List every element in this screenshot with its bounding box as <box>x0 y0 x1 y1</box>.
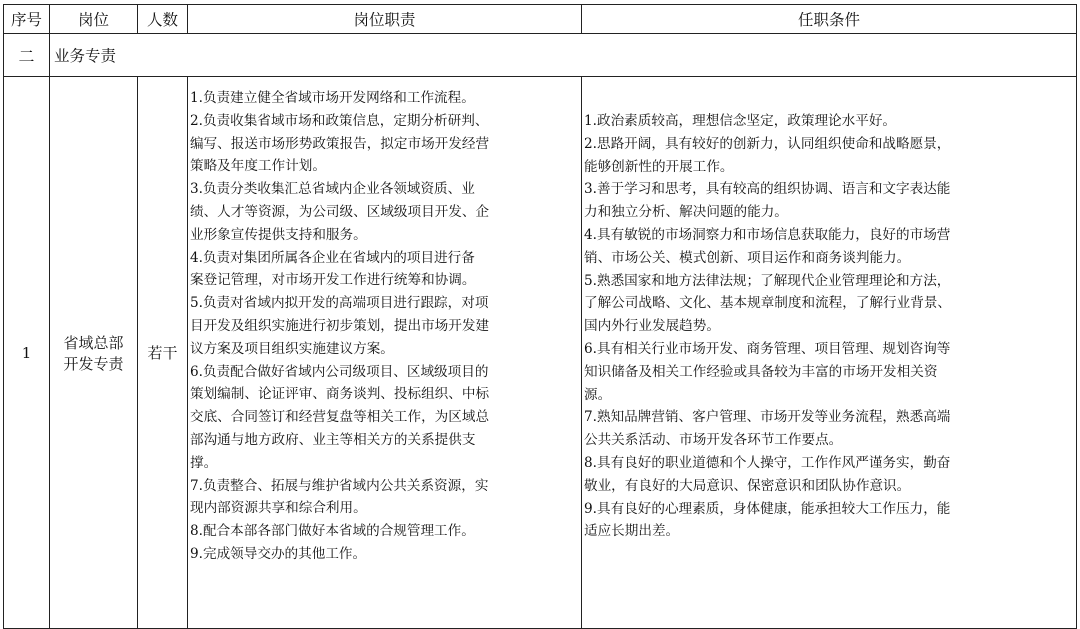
requirement-line: 源。 <box>584 386 612 403</box>
count-cell: 若干 <box>138 77 188 629</box>
duty-line: 4.负责对集团所属各企业在省域内的项目进行备 <box>190 249 475 266</box>
header-duties: 岗位职责 <box>188 5 582 34</box>
duty-line: 3.负责分类收集汇总省域内企业各领域资质、业 <box>190 181 475 198</box>
position-line: 省域总部 <box>63 333 124 352</box>
header-requirements: 任职条件 <box>582 5 1077 34</box>
header-count: 人数 <box>138 5 188 34</box>
duty-line: 议方案及项目组织实施建议方案。 <box>190 340 394 357</box>
duty-line: 现内部资源共享和综合利用。 <box>190 500 367 517</box>
requirement-line: 2.思路开阔，具有较好的创新力，认同组织使命和战略愿景， <box>584 135 951 152</box>
duty-line: 业形象宣传提供支持和服务。 <box>190 226 367 243</box>
requirement-line: 6.具有相关行业市场开发、商务管理、项目管理、规划咨询等 <box>584 340 951 357</box>
duty-line: 5.负责对省域内拟开发的高端项目进行跟踪，对项 <box>190 295 489 312</box>
section-number: 二 <box>4 34 50 77</box>
duty-line: 6.负责配合做好省域内公司级项目、区域级项目的 <box>190 363 489 380</box>
duty-line: 绩、人才等资源，为公司级、区域级项目开发、企 <box>190 203 490 220</box>
requirement-line: 能够创新性的开展工作。 <box>584 158 734 175</box>
requirement-line: 销、市场公关、模式创新、项目运作和商务谈判能力。 <box>584 249 911 266</box>
requirement-line: 敬业，有良好的大局意识、保密意识和团队协作意识。 <box>584 477 911 494</box>
section-row <box>4 34 1077 77</box>
requirement-line: 适应长期出差。 <box>584 523 680 540</box>
duty-line: 目开发及组织实施进行初步策划，提出市场开发建 <box>190 317 490 334</box>
duty-line: 策划编制、论证评审、商务谈判、投标组织、中标 <box>190 386 490 403</box>
duty-line: 1.负责建立健全省域市场开发网络和工作流程。 <box>190 90 475 106</box>
requirement-line: 国内外行业发展趋势。 <box>584 318 720 335</box>
requirement-line: 5.熟悉国家和地方法律法规；了解现代企业管理理论和方法， <box>584 272 951 289</box>
duty-line: 部沟通与地方政府、业主等相关方的关系提供支 <box>190 431 476 448</box>
requirement-line: 8.具有良好的职业道德和个人操守，工作作风严谨务实，勤奋 <box>584 454 951 471</box>
requirement-line: 公共关系活动、市场开发各环节工作要点。 <box>584 432 843 449</box>
requirement-line: 3.善于学习和思考，具有较高的组织协调、语言和文字表达能 <box>584 181 951 198</box>
requirement-line: 知识储备及相关工作经验或具备较为丰富的市场开发相关资 <box>584 363 938 380</box>
requirement-line: 1.政治素质较高，理想信念坚定，政策理论水平好。 <box>584 113 897 129</box>
requirement-line: 了解公司战略、文化、基本规章制度和流程，了解行业背景、 <box>584 295 952 312</box>
position-cell <box>50 77 138 629</box>
table-row <box>4 77 1077 629</box>
duty-line: 8.配合本部各部门做好本省域的合规管理工作。 <box>190 523 475 540</box>
requirement-line: 力和独立分析、解决问题的能力。 <box>584 204 788 221</box>
duty-line: 9.完成领导交办的其他工作。 <box>190 545 367 562</box>
header-row <box>4 5 1077 34</box>
duty-line: 交底、合同签订和经营复盘等相关工作，为区域总 <box>190 409 490 426</box>
header-position: 岗位 <box>50 5 138 34</box>
duty-line: 7.负责整合、拓展与维护省域内公共关系资源，实 <box>190 477 489 494</box>
duty-line: 2.负责收集省域市场和政策信息，定期分析研判、 <box>190 112 489 129</box>
position-line: 开发专责 <box>63 354 124 373</box>
requirement-line: 9.具有良好的心理素质，身体健康，能承担较大工作压力，能 <box>584 500 951 517</box>
job-table <box>3 4 1077 629</box>
requirements-cell <box>582 77 1077 629</box>
header-no: 序号 <box>4 5 50 34</box>
duty-line: 撑。 <box>190 454 218 471</box>
requirement-line: 7.熟知品牌营销、客户管理、市场开发等业务流程，熟悉高端 <box>584 409 951 426</box>
row-number: 1 <box>4 77 50 629</box>
requirement-line: 4.具有敏锐的市场洞察力和市场信息获取能力，良好的市场营 <box>584 226 951 243</box>
duties-cell <box>188 77 582 629</box>
duty-line: 编写、报送市场形势政策报告，拟定市场开发经营 <box>190 135 490 152</box>
section-title: 业务专责 <box>50 34 1077 77</box>
duty-line: 案登记管理，对市场开发工作进行统筹和协调。 <box>190 272 476 289</box>
duty-line: 策略及年度工作计划。 <box>190 158 326 175</box>
